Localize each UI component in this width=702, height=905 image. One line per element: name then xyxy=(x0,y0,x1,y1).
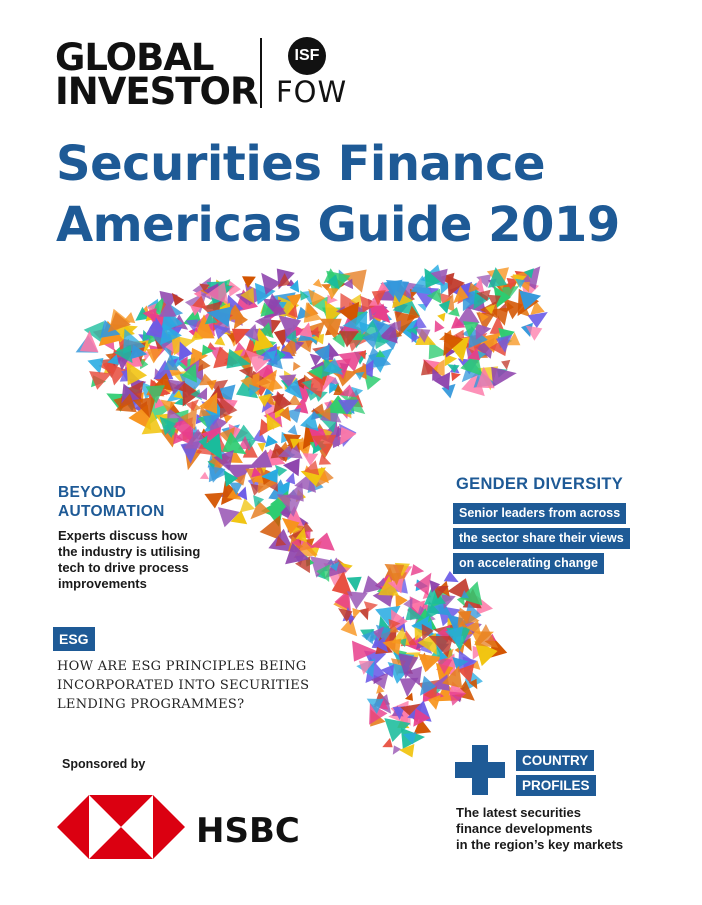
confetti-piece xyxy=(257,443,265,452)
confetti-piece xyxy=(451,373,461,382)
gender-line-2: the sector share their views xyxy=(453,528,630,549)
plus-icon xyxy=(455,745,505,795)
confetti-piece xyxy=(501,360,510,370)
masthead-investor: INVESTOR xyxy=(55,70,258,113)
confetti-piece xyxy=(242,276,256,288)
confetti-piece xyxy=(411,564,425,576)
confetti-piece xyxy=(352,608,361,619)
automation-body-line: tech to drive process xyxy=(58,560,189,575)
confetti-piece xyxy=(250,501,270,520)
esg-text-line: LENDING PROGRAMMES? xyxy=(57,697,245,712)
automation-body-line: the industry is utilising xyxy=(58,544,201,559)
esg-text-line: HOW ARE ESG PRINCIPLES BEING xyxy=(57,659,307,674)
confetti-piece xyxy=(313,279,323,288)
country-body xyxy=(456,805,623,853)
hsbc-hexagon-logo xyxy=(57,795,185,859)
confetti-piece xyxy=(414,573,431,596)
gender-line-3: on accelerating change xyxy=(453,553,604,574)
automation-heading-1: BEYOND xyxy=(58,484,127,501)
automation-body-line: improvements xyxy=(58,576,147,591)
title-line-2: Americas Guide 2019 xyxy=(56,197,620,253)
confetti-piece xyxy=(288,425,298,435)
confetti-piece xyxy=(449,692,466,706)
confetti-piece xyxy=(382,738,392,747)
confetti-piece xyxy=(240,498,255,512)
country-body-line: The latest securities xyxy=(456,805,581,820)
confetti-piece xyxy=(204,493,223,509)
esg-text xyxy=(57,657,309,714)
confetti-piece xyxy=(435,320,445,332)
confetti-piece xyxy=(172,293,184,306)
automation-body-line: Experts discuss how xyxy=(58,528,188,543)
automation-heading-2: AUTOMATION xyxy=(58,503,165,520)
masthead-divider xyxy=(260,38,262,108)
country-label-1: COUNTRY xyxy=(516,750,594,771)
hsbc-wordmark: HSBC xyxy=(196,811,300,851)
esg-label: ESG xyxy=(53,627,95,651)
confetti-piece xyxy=(437,313,445,322)
confetti-piece xyxy=(293,362,301,371)
gender-heading: GENDER DIVERSITY xyxy=(456,475,624,493)
confetti-piece xyxy=(200,472,209,479)
masthead-global: GLOBAL xyxy=(55,36,214,79)
country-label-2: PROFILES xyxy=(516,775,596,796)
sponsored-by-label: Sponsored by xyxy=(62,757,146,771)
country-body-line: finance developments xyxy=(456,821,593,836)
country-body-line: in the region’s key markets xyxy=(456,837,624,852)
fow-logo: FOW xyxy=(276,75,348,109)
esg-text-line: INCORPORATED INTO SECURITIES xyxy=(57,678,310,693)
title-line-1: Securities Finance xyxy=(56,136,546,192)
gender-line-1: Senior leaders from across xyxy=(453,503,626,524)
confetti-piece xyxy=(198,358,211,371)
automation-body xyxy=(58,528,200,592)
isf-badge: ISF xyxy=(288,37,326,75)
